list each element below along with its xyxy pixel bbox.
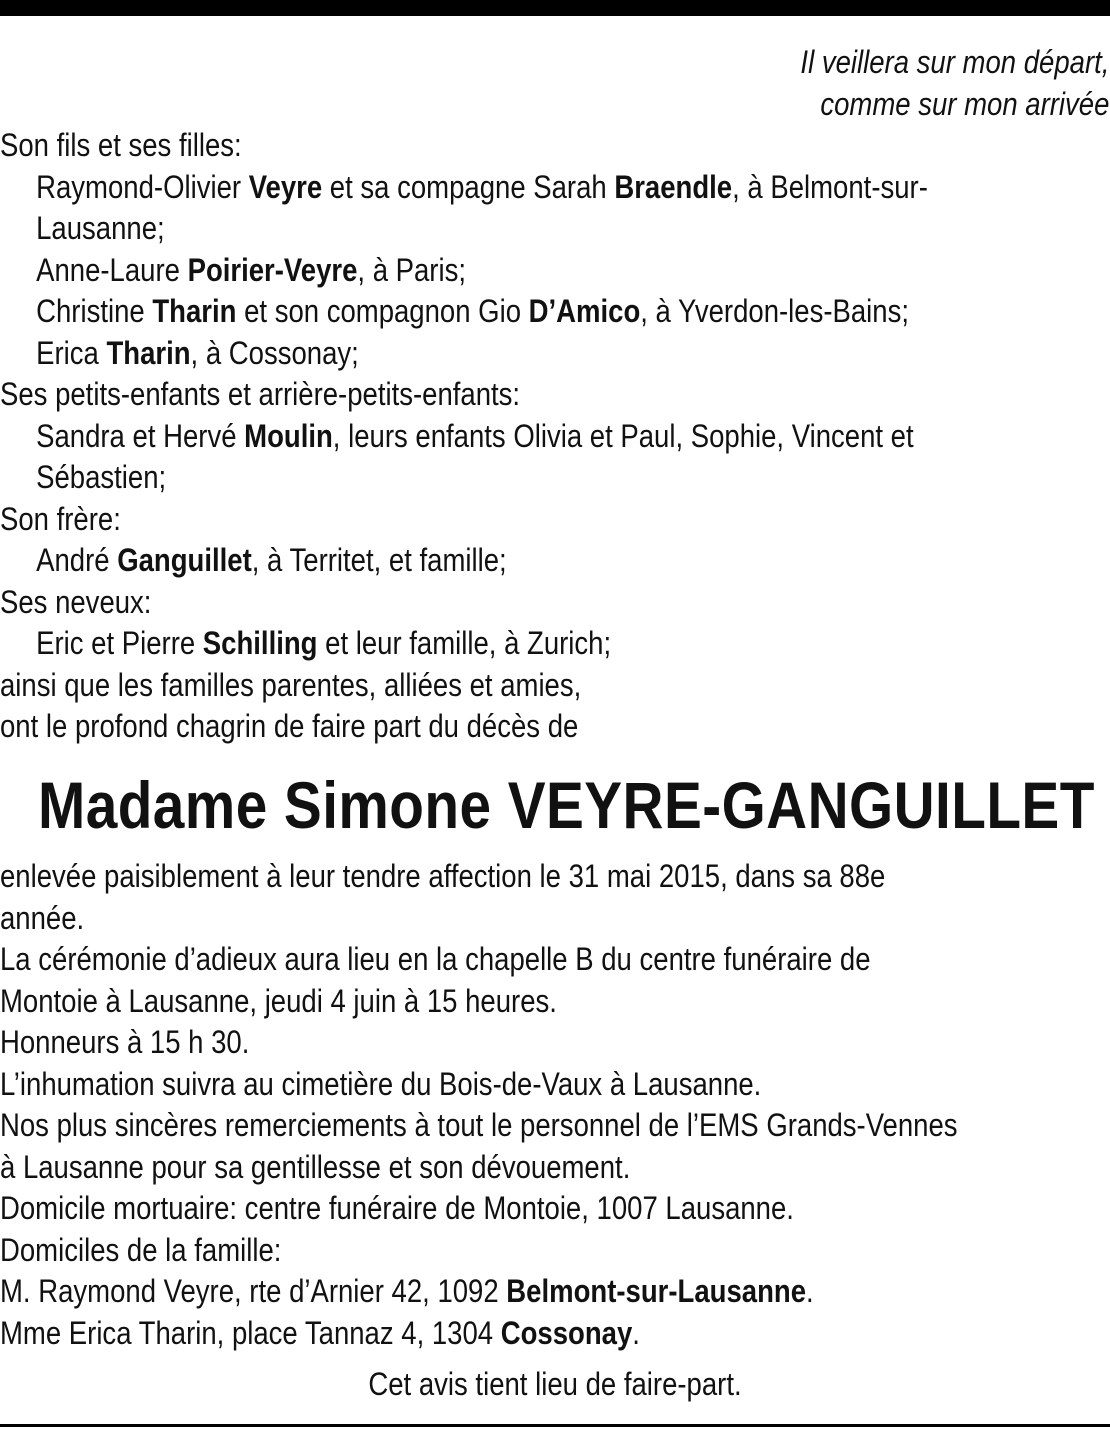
body-line-9: Domicile mortuaire: centre funéraire de Montoie, 1007 Lausanne. (0, 1190, 794, 1226)
child-1: Raymond-Olivier Veyre et sa compagne Sarah Braendle, à Belmont-sur- (36, 168, 928, 205)
top-rule (0, 0, 1110, 16)
brother-heading: Son frère: (0, 500, 121, 537)
body-line-2: année. (0, 899, 85, 936)
closing-line-2: ont le profond chagrin de faire part du décès de (0, 708, 579, 744)
address-1: M. Raymond Veyre, rte d’Arnier 42, 1092 Belmont-sur-Lausanne. (0, 1273, 814, 1309)
address-2: Mme Erica Tharin, place Tannaz 4, 1304 Cossonay. (0, 1314, 640, 1351)
footer-note (0, 1364, 1110, 1406)
body-line-8: à Lausanne pour sa gentillesse et son dévouement. (0, 1148, 631, 1185)
epigraph-line-2: comme sur mon arrivée (820, 85, 1110, 122)
epigraph (0, 42, 1109, 125)
child-2: Anne-Laure Poirier-Veyre, à Paris; (36, 251, 466, 288)
nephews: Eric et Pierre Schilling et leur famille, à Zurich; (36, 625, 612, 661)
bottom-rule (0, 1424, 1110, 1427)
body-line-7: Nos plus sincères remerciements à tout le personnel de l’EMS Grands-Vennes (0, 1107, 958, 1143)
grandchildren: Sandra et Hervé Moulin, leurs enfants Olivia et Paul, Sophie, Vincent et (36, 417, 914, 454)
details-section (0, 856, 958, 1354)
body-line-4: Montoie à Lausanne, jeudi 4 juin à 15 heures. (0, 982, 557, 1019)
body-line-10: Domiciles de la famille: (0, 1231, 282, 1268)
child-1-wrap: Lausanne; (36, 210, 165, 246)
body-line-3: La cérémonie d’adieux aura lieu en la chapelle B du centre funéraire de (0, 941, 871, 977)
child-4: Erica Tharin, à Cossonay; (36, 334, 359, 371)
grandchildren-wrap: Sébastien; (36, 459, 167, 495)
deceased-name: Madame Simone VEYRE-GANGUILLET (38, 768, 1095, 842)
brother: André Ganguillet, à Territet, et famille; (36, 542, 507, 578)
body-line-6: L’inhumation suivra au cimetière du Bois-de-Vaux à Lausanne. (0, 1065, 762, 1102)
body-line-1: enlevée paisiblement à leur tendre affection le 31 mai 2015, dans sa 88e (0, 858, 886, 894)
children-heading: Son fils et ses filles: (0, 127, 242, 163)
child-3: Christine Tharin et son compagnon Gio D’Amico, à Yverdon-les-Bains; (36, 293, 909, 329)
footer-note-text: Cet avis tient lieu de faire-part. (368, 1366, 742, 1402)
body-line-5: Honneurs à 15 h 30. (0, 1024, 250, 1060)
epigraph-line-1: Il veillera sur mon départ, (800, 44, 1110, 80)
nephews-heading: Ses neveux: (0, 583, 152, 620)
grandchildren-heading: Ses petits-enfants et arrière-petits-enfants: (0, 376, 521, 412)
family-section (0, 42, 1110, 748)
closing-line-1: ainsi que les familles parentes, alliées et amies, (0, 666, 582, 703)
